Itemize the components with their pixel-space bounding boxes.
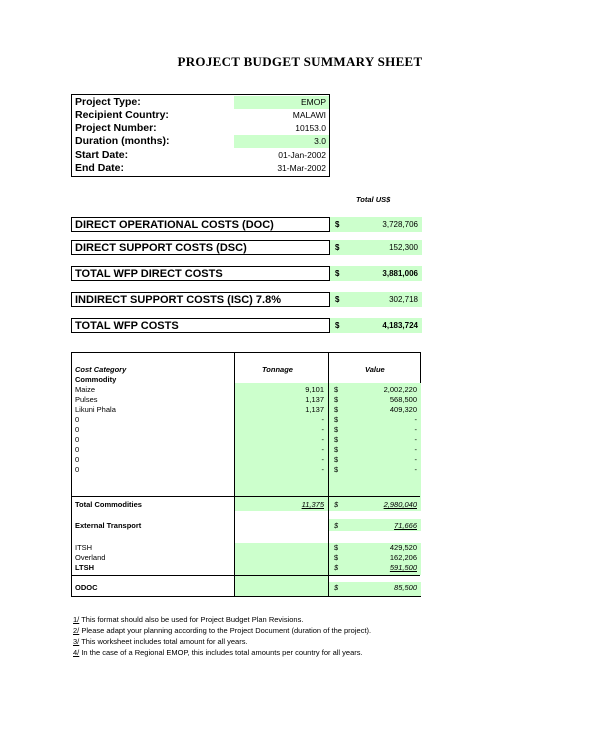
cost-row-dsc xyxy=(71,240,421,255)
currency-symbol: $ xyxy=(334,435,339,444)
cost-label: DIRECT SUPPORT COSTS (DSC) xyxy=(75,242,247,254)
tonnage-cell[interactable]: 1,137 xyxy=(305,395,324,404)
cost-label: TOTAL WFP COSTS xyxy=(75,320,179,332)
page-title: PROJECT BUDGET SUMMARY SHEET xyxy=(177,54,423,69)
currency-symbol: $ xyxy=(335,269,340,278)
cost-amount: 302,718 xyxy=(389,295,418,304)
info-label: Project Type: xyxy=(75,96,141,108)
currency-symbol: $ xyxy=(335,243,340,252)
row-label: LTSH xyxy=(75,563,95,572)
info-label: Project Number: xyxy=(75,122,157,134)
currency-symbol: $ xyxy=(335,321,340,330)
info-value[interactable]: 3.0 xyxy=(234,135,329,148)
value-cell[interactable]: 429,520 xyxy=(389,543,417,552)
value-gap xyxy=(329,511,421,519)
value-cell[interactable]: - xyxy=(414,455,417,464)
tonnage-cell[interactable]: - xyxy=(321,415,324,424)
currency-symbol: $ xyxy=(334,395,339,404)
commodity-name: Likuni Phala xyxy=(75,405,116,414)
value-cell[interactable]: 568,500 xyxy=(389,395,417,404)
footnote xyxy=(73,647,371,658)
value-gap xyxy=(329,531,421,543)
commodity-name: 0 xyxy=(75,425,80,434)
currency-symbol: $ xyxy=(334,500,339,509)
cost-value-cell[interactable] xyxy=(329,240,422,255)
cost-amount: 3,728,706 xyxy=(382,220,418,229)
info-row-end-date xyxy=(72,162,329,175)
cost-category-table xyxy=(71,352,421,597)
value-cell[interactable]: 71,666 xyxy=(394,521,417,530)
cost-label: INDIRECT SUPPORT COSTS (ISC) 7.8% xyxy=(75,294,281,306)
footnote-number: 1/ xyxy=(73,615,80,624)
currency-symbol: $ xyxy=(335,220,340,229)
value-cell[interactable]: - xyxy=(414,425,417,434)
currency-symbol: $ xyxy=(335,295,340,304)
cost-amount: 4,183,724 xyxy=(382,321,418,330)
footnote xyxy=(73,614,371,625)
info-value[interactable]: EMOP xyxy=(234,96,329,109)
cost-value-cell[interactable] xyxy=(329,292,422,307)
info-row-project-type xyxy=(72,96,329,109)
footnote-text: This worksheet includes total amount for all years. xyxy=(79,637,248,646)
tonnage-cell[interactable]: - xyxy=(321,445,324,454)
cost-value-cell[interactable] xyxy=(329,217,422,232)
commodity-name: 0 xyxy=(75,465,80,474)
cost-value-cell[interactable] xyxy=(329,266,422,281)
currency-symbol: $ xyxy=(334,521,339,530)
tonnage-cell[interactable]: - xyxy=(321,425,324,434)
info-value[interactable]: 10153.0 xyxy=(295,123,326,133)
commodity-name: 0 xyxy=(75,435,80,444)
currency-symbol: $ xyxy=(334,405,339,414)
footnote xyxy=(73,625,371,636)
row-divider xyxy=(72,575,420,576)
commodity-name: 0 xyxy=(75,415,80,424)
commodity-name: 0 xyxy=(75,455,80,464)
tonnage-cell[interactable]: - xyxy=(321,435,324,444)
value-cell[interactable]: - xyxy=(414,415,417,424)
value-total[interactable]: 2,980,040 xyxy=(383,500,417,509)
commodity-name: Maize xyxy=(75,385,96,394)
commodity-name: Pulses xyxy=(75,395,98,404)
currency-symbol: $ xyxy=(334,445,339,454)
commodity-name: 0 xyxy=(75,445,80,454)
value-cell[interactable]: 2,002,220 xyxy=(383,385,417,394)
value-cell[interactable]: - xyxy=(414,465,417,474)
row-label: Total Commodities xyxy=(75,500,142,509)
footnote xyxy=(73,636,371,647)
currency-symbol: $ xyxy=(334,385,339,394)
project-info-block xyxy=(71,94,330,177)
currency-symbol: $ xyxy=(334,425,339,434)
cost-value-cell[interactable] xyxy=(329,318,422,333)
cost-amount: 3,881,006 xyxy=(382,269,418,278)
info-label: Start Date: xyxy=(75,149,129,161)
currency-symbol: $ xyxy=(334,415,339,424)
cost-amount: 152,300 xyxy=(389,243,418,252)
row-divider xyxy=(72,496,420,497)
currency-symbol: $ xyxy=(334,583,339,592)
tonnage-cell[interactable]: - xyxy=(321,455,324,464)
footnote-number: 2/ xyxy=(73,626,80,635)
cost-row-doc xyxy=(71,217,421,232)
total-usd-header: Total US$ xyxy=(356,195,391,204)
footnote-text: Please adapt your planning according to the Project Document (duration of the project). xyxy=(79,626,372,635)
cost-row-isc xyxy=(71,292,421,307)
currency-symbol: $ xyxy=(334,563,339,572)
info-row-recipient-country xyxy=(72,109,329,122)
footnote-number: 4/ xyxy=(73,648,80,657)
info-value[interactable]: MALAWI xyxy=(292,110,326,120)
info-row-duration xyxy=(72,135,329,148)
value-cell[interactable]: - xyxy=(414,445,417,454)
currency-symbol: $ xyxy=(334,553,339,562)
value-cell[interactable]: 162,206 xyxy=(389,553,417,562)
value-cell[interactable]: 85,500 xyxy=(394,583,417,592)
info-label: Recipient Country: xyxy=(75,109,169,121)
value-cell[interactable]: - xyxy=(414,435,417,444)
info-label: End Date: xyxy=(75,162,125,174)
tonnage-gap xyxy=(235,511,328,543)
row-label: External Transport xyxy=(75,521,142,530)
tonnage-cell[interactable]: 9,101 xyxy=(305,385,324,394)
footnote-number: 3/ xyxy=(73,637,80,646)
row-label: ODOC xyxy=(75,583,98,592)
currency-symbol: $ xyxy=(334,455,339,464)
currency-symbol: $ xyxy=(334,465,339,474)
value-cell[interactable]: 591,500 xyxy=(389,563,417,572)
row-label: ITSH xyxy=(75,543,93,552)
row-label: Overland xyxy=(75,553,106,562)
info-label: Duration (months): xyxy=(75,135,170,147)
value-cell[interactable]: 409,320 xyxy=(389,405,417,414)
footnote-text: In the case of a Regional EMOP, this includes total amounts per country for all years. xyxy=(79,648,363,657)
footnotes xyxy=(73,614,371,658)
tonnage-total[interactable]: 11,375 xyxy=(301,500,324,509)
tonnage-cell[interactable]: 1,137 xyxy=(305,405,324,414)
cost-label: TOTAL WFP DIRECT COSTS xyxy=(75,268,223,280)
info-value[interactable]: 01-Jan-2002 xyxy=(278,150,326,160)
cost-label: DIRECT OPERATIONAL COSTS (DOC) xyxy=(75,219,274,231)
value-gap xyxy=(329,575,421,582)
cost-row-total-wfp xyxy=(71,318,421,333)
tonnage-cell[interactable]: - xyxy=(321,465,324,474)
info-row-start-date xyxy=(72,149,329,162)
cost-row-total-direct xyxy=(71,266,421,281)
header-value: Value xyxy=(365,365,385,374)
currency-symbol: $ xyxy=(334,543,339,552)
info-value[interactable]: 31-Mar-2002 xyxy=(277,163,326,173)
footnote-text: This format should also be used for Project Budget Plan Revisions. xyxy=(79,615,304,624)
commodity-subheader: Commodity xyxy=(75,375,117,384)
header-cost-category: Cost Category xyxy=(75,365,127,374)
info-row-project-number xyxy=(72,122,329,135)
header-tonnage: Tonnage xyxy=(262,365,293,374)
